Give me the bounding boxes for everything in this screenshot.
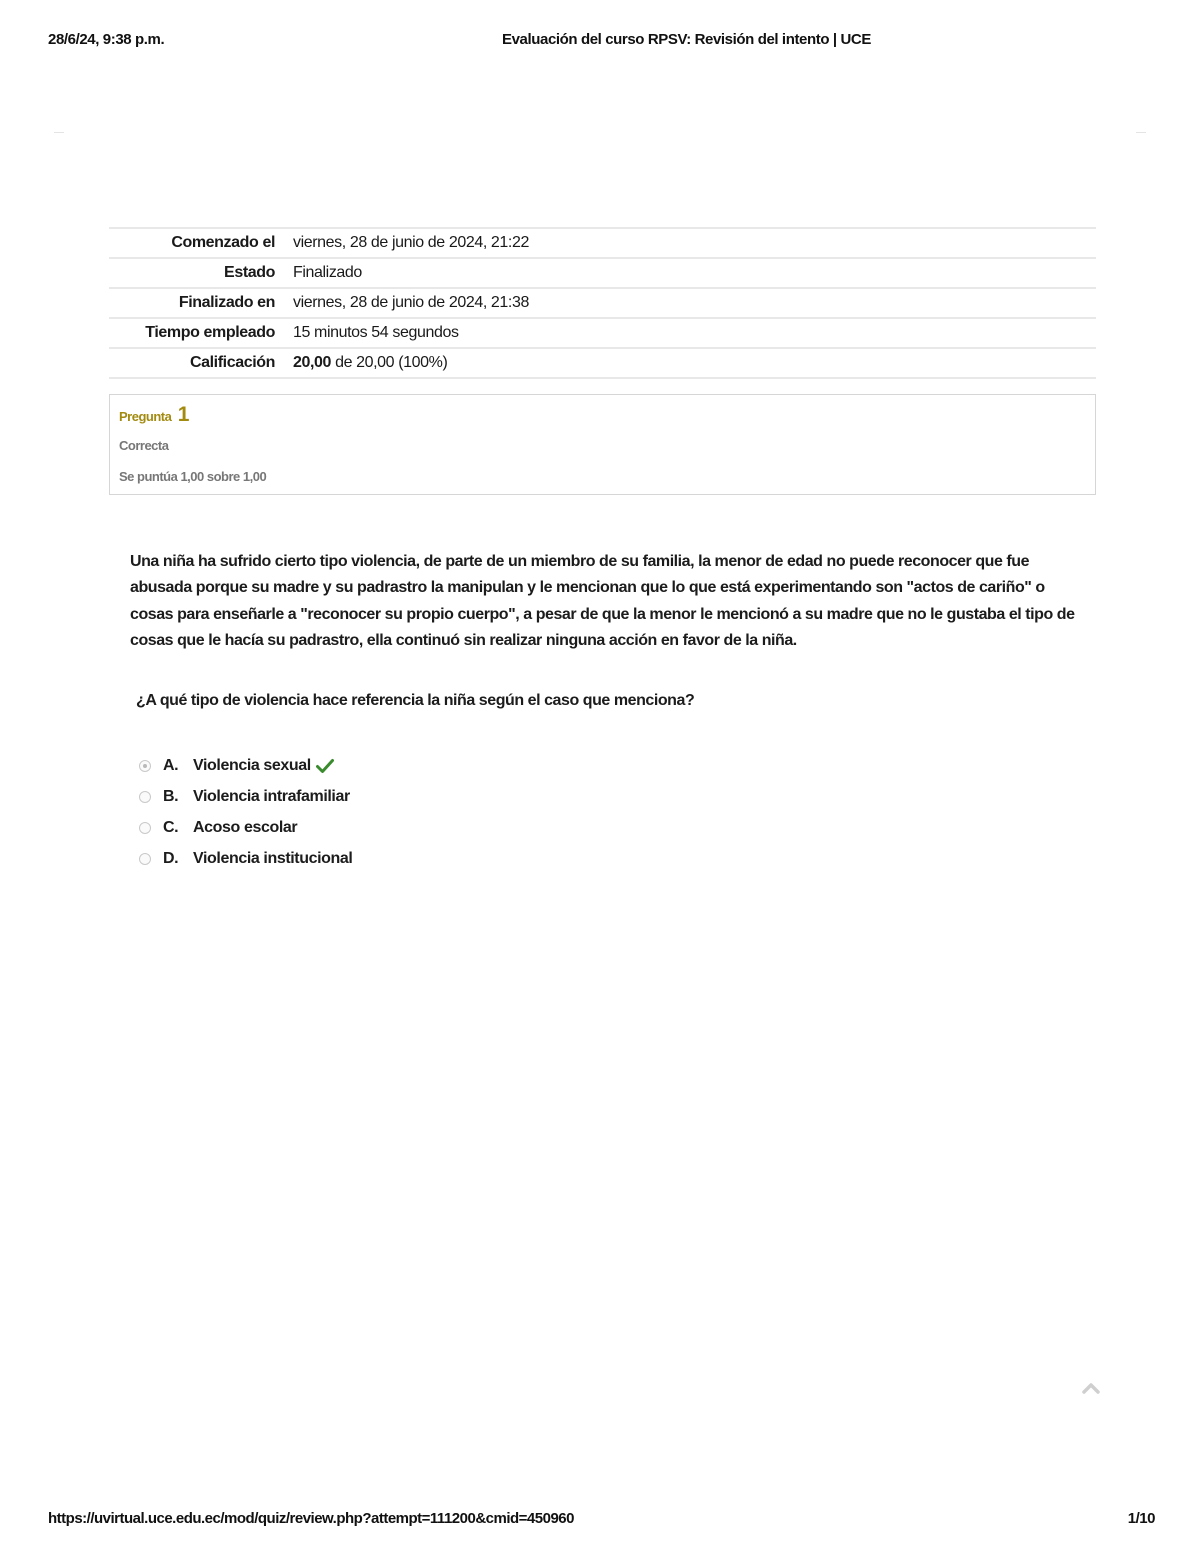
question-grade: Se puntúa 1,00 sobre 1,00 [119,469,267,484]
page-divider-mark [1136,132,1146,133]
print-date: 28/6/24, 9:38 p.m. [48,31,165,48]
grade-total: de 20,00 (100%) [331,354,448,371]
answer-list [139,750,539,874]
print-page-title: Evaluación del curso RPSV: Revisión del intento | UCE [502,31,871,48]
print-header [48,28,1152,52]
print-footer [48,1507,1155,1529]
answer-text: Violencia intrafamiliar [193,787,350,805]
attempt-summary-table [109,227,1096,379]
summary-value [293,348,1096,378]
print-url: https://uvirtual.uce.edu.ec/mod/quiz/review.php?attempt=111200&cmid=450960 [48,1510,574,1527]
answer-option-d[interactable] [139,843,539,874]
question-number-value: 1 [177,403,190,426]
radio-button[interactable] [139,853,151,865]
summary-value: viernes, 28 de junio de 2024, 21:38 [293,294,529,311]
summary-label: Estado [224,264,275,281]
summary-row-grade [109,348,1096,378]
summary-label: Finalizado en [178,294,275,311]
summary-label: Comenzado el [171,234,275,251]
summary-value: Finalizado [293,264,362,281]
page-divider-mark [54,132,64,133]
check-icon [316,758,334,774]
answer-text: Violencia sexual [193,756,311,774]
grade-score: 20,00 [293,354,332,371]
summary-label: Tiempo empleado [145,324,275,341]
answer-option-b[interactable] [139,781,539,812]
answer-letter: A. [163,756,179,774]
radio-button-selected[interactable] [139,760,151,772]
question-label: Pregunta [119,409,172,424]
question-number [119,403,189,427]
page-number: 1/10 [1127,1510,1155,1527]
chevron-up-icon[interactable] [1082,1381,1100,1395]
answer-letter: C. [163,818,179,836]
summary-row-started [109,228,1096,258]
question-text: Una niña ha sufrido cierto tipo violencia, de parte de un miembro de su familia, la menor de edad no puede reconocer que fue abusada porque su madre y su padrastro la manipulan y le mencionan que lo que está experimentando son "actos de cariño" o cosas para enseñarle a "reconocer su propio cuerpo", a pesar de que la menor le mencionó a su madre que no le gustaba el tipo de cosas que le hacía su padrastro, ella continuó sin realizar ninguna acción en favor de la niña. [130,553,1075,650]
question-state: Correcta [119,438,169,453]
summary-row-state [109,258,1096,288]
answer-letter: B. [163,787,179,805]
answer-option-a[interactable] [139,750,539,781]
answer-option-c[interactable] [139,812,539,843]
summary-label: Calificación [189,354,275,371]
answer-text: Acoso escolar [193,818,298,836]
summary-value: viernes, 28 de junio de 2024, 21:22 [293,234,529,251]
question-prompt: ¿A qué tipo de violencia hace referencia la niña según el caso que menciona? [136,692,695,709]
answer-letter: D. [163,849,179,867]
summary-row-finished [109,288,1096,318]
radio-button[interactable] [139,791,151,803]
question-info-box [109,394,1096,495]
answer-text: Violencia institucional [193,849,353,867]
radio-button[interactable] [139,822,151,834]
summary-value: 15 minutos 54 segundos [293,324,459,341]
summary-row-time-taken [109,318,1096,348]
